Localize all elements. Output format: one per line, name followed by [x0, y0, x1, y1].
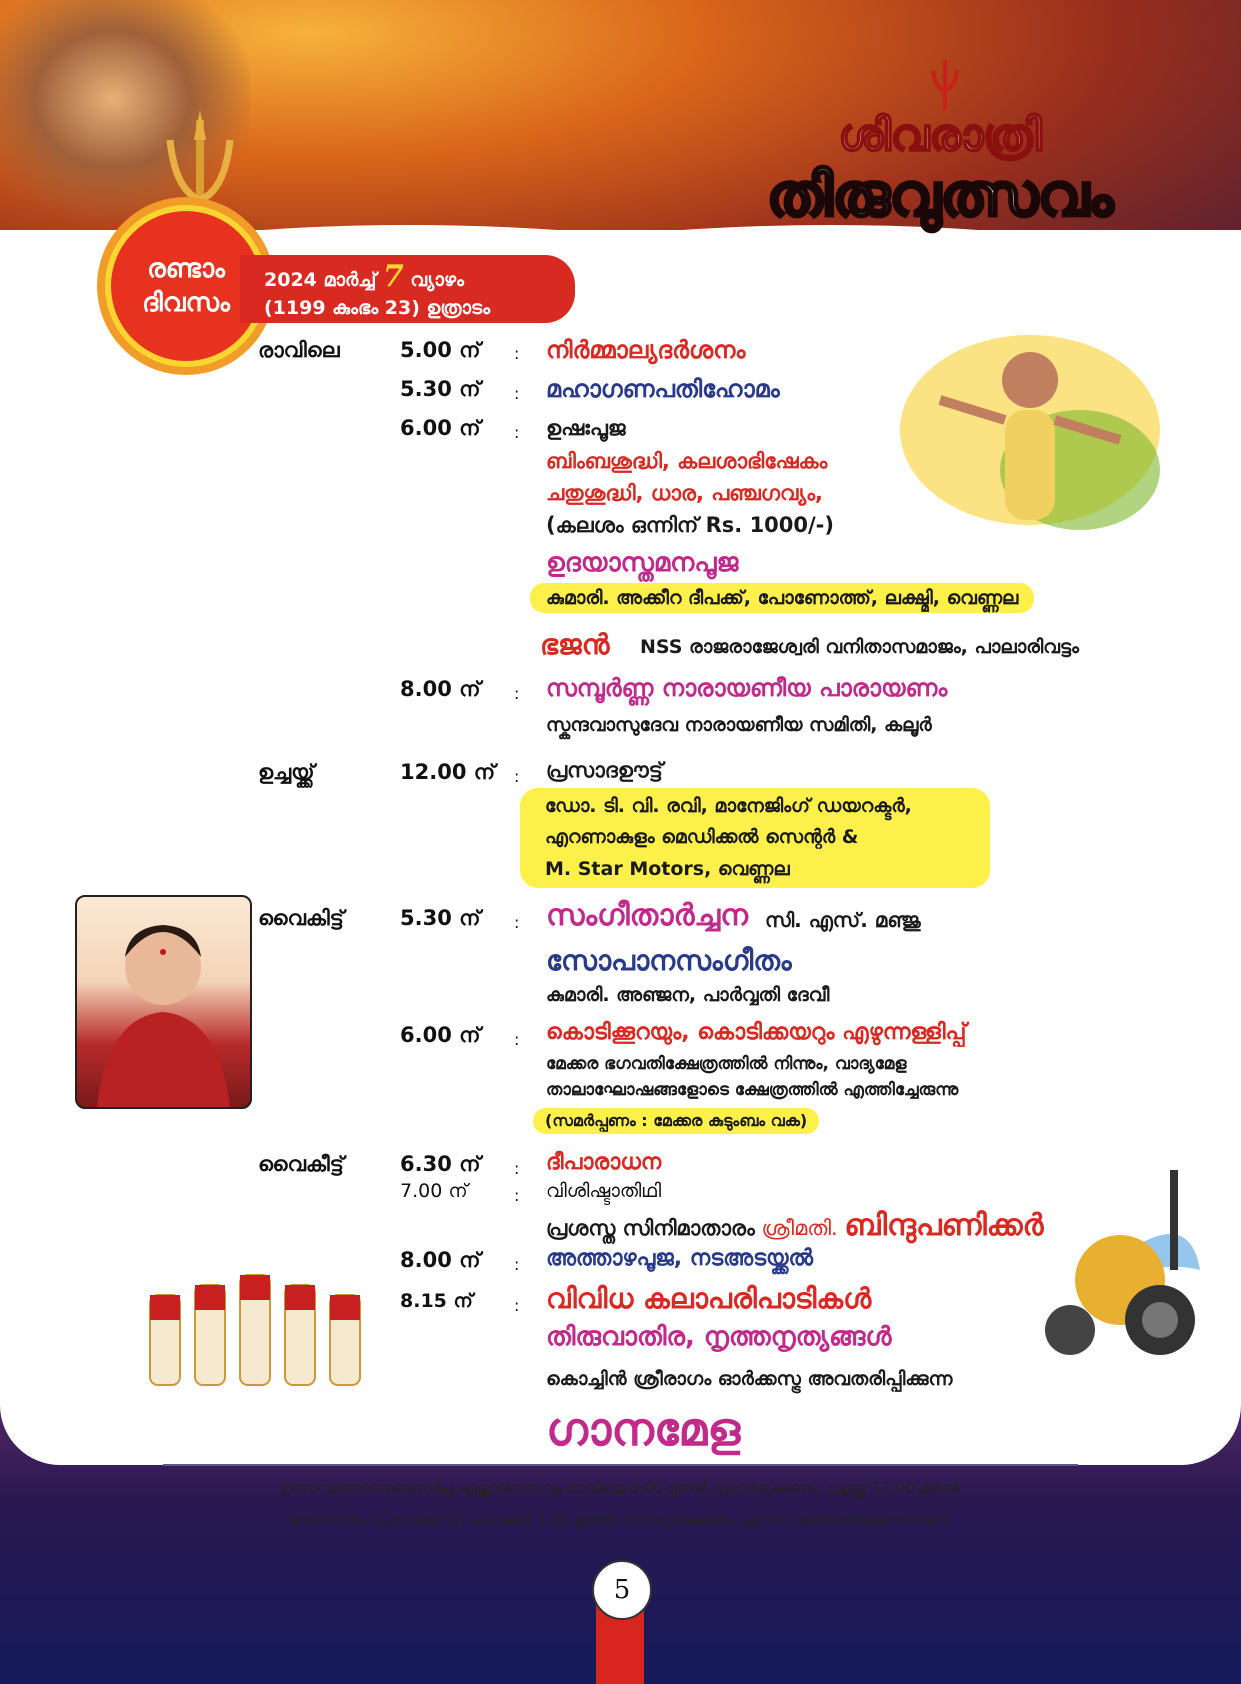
event-e2-sub — [546, 1208, 1044, 1243]
footer-line2: അന്നദാനം (പ്രസാദഊട്ട്) വൈകീട്ട് 7.00 മുതൽ സന്ധ്യാഭക്ഷണം എന്നിവ ഉണ്ടായിരിക്കുന്നതാണ്. — [288, 1511, 953, 1529]
event-udayasthamana: ഉദയാസ്തമനപൂജ — [546, 548, 739, 578]
event-bhajan: ഭജൻ — [540, 628, 610, 661]
date-day: 7 — [382, 259, 404, 294]
event-r1: നിർമ്മാല്യദർശനം — [546, 336, 746, 364]
event-r3-sub2: ചതുശുദ്ധി, ധാര, പഞ്ചഗവ്യം, — [546, 481, 823, 505]
event-r4-by: സ്കന്ദവാസുദേവ നാരായണീയ സമിതി, കലൂർ — [546, 714, 932, 736]
colon: : — [514, 1186, 520, 1205]
date-bar — [240, 255, 575, 323]
event-e3: അത്താഴപൂജ, നടഅടയ്ക്കൽ — [546, 1246, 814, 1271]
event-v2-sub1: മേക്കര ഭഗവതിക്ഷേത്രത്തിൽ നിന്നും, വാദ്യമേള — [546, 1054, 907, 1074]
event-v1-by: സി. എസ്. മഞ്ജു — [765, 908, 921, 932]
trishul-icon — [925, 60, 965, 110]
day-badge-line2: ദിവസം — [142, 288, 230, 318]
event-v1: സംഗീതാർച്ചന — [546, 898, 748, 933]
e2-sub-name: ബിന്ദുപണിക്കർ — [844, 1208, 1044, 1243]
date-prefix: 2024 മാർച്ച് — [264, 269, 377, 291]
udayasthamana-sponsor: കുമാരി. അക്കീറ ദീപക്ക്, പോണോത്ത്, ലക്ഷ്മി, വെണ്ണല — [530, 583, 1034, 613]
festival-title — [730, 60, 1150, 250]
time-v1: 5.30 ന് — [400, 906, 481, 930]
footer-note — [163, 1472, 1078, 1536]
title-main: തിരുവുത്സവം — [766, 161, 1114, 229]
event-e2: വിശിഷ്ടാതിഥി — [546, 1180, 662, 1202]
time-e4: 8.15 ന് — [400, 1290, 473, 1312]
label-raavile: രാവിലെ — [258, 338, 340, 362]
colon: : — [514, 1255, 520, 1274]
event-r4: സമ്പൂർണ്ണ നാരായണീയ പാരായണം — [546, 674, 948, 702]
time-e3: 8.00 ന് — [400, 1248, 481, 1272]
colon: : — [514, 1030, 520, 1049]
event-v2: കൊടിക്കൂറയും, കൊടിക്കയറും എഴുന്നള്ളിപ്പ് — [546, 1020, 967, 1045]
colon: : — [514, 1296, 520, 1315]
date-weekday: വ്യാഴം — [410, 269, 465, 291]
colon: : — [514, 384, 520, 403]
event-e4-sub: തിരുവാതിര, നൃത്തനൃത്യങ്ങൾ — [546, 1322, 892, 1352]
label-uchaykk: ഉച്ചയ്ക്ക് — [258, 760, 315, 784]
event-r3: ഉഷഃപൂജ — [546, 416, 626, 440]
footer-line1: ഉത്സവത്തോടനുബന്ധിച്ച് എല്ലാദിവസവും രാവിലെ 8.00 മുതൽ പ്രഭാതഭക്ഷണം, ഉച്ചയ്ക്ക് 12.00 മുതൽ — [281, 1479, 960, 1497]
dancer-illustration — [880, 320, 1170, 540]
u1-sponsor3: M. Star Motors, വെണ്ണല — [545, 858, 790, 880]
sopana-by: കുമാരി. അഞ്ജന, പാർവ്വതി ദേവീ — [546, 984, 830, 1006]
u1-sponsor1: ഡോ. ടി. വി. രവി, മാനേജിംഗ് ഡയറക്ടർ, — [545, 795, 912, 817]
time-u1: 12.00 ന് — [400, 760, 496, 784]
artist-portrait — [75, 895, 252, 1109]
title-top: ശിവരാത്രി — [838, 110, 1042, 161]
colon: : — [514, 1159, 520, 1178]
event-e4: വിവിധ കലാപരിപാടികൾ — [546, 1282, 872, 1315]
event-r2: മഹാഗണപതിഹോമം — [546, 375, 780, 403]
event-r3-sub1: ബിംബശുദ്ധി, കലശാഭിഷേകം — [546, 449, 828, 473]
date-line2: (1199 കുംഭം 23) ഉത്രാടം — [264, 297, 491, 319]
time-r3: 6.00 ന് — [400, 416, 481, 440]
colon: : — [514, 423, 520, 442]
event-v2-sub2: താലാഘോഷങ്ങളോടെ ക്ഷേത്രത്തിൽ എത്തിച്ചേരുന്നു — [546, 1080, 959, 1100]
day-badge-line1: രണ്ടാം — [147, 254, 225, 284]
time-v2: 6.00 ന് — [400, 1023, 481, 1047]
page-number: 5 — [592, 1560, 652, 1620]
label-vaikeett: വൈകീട്ട് — [258, 1152, 344, 1176]
music-illustration — [1030, 1170, 1210, 1370]
footer-divider — [163, 1464, 1078, 1466]
u1-sponsor2: എറണാകുളം മെഡിക്കൽ സെന്റർ & — [545, 826, 859, 848]
thiruvathira-dancers-illustration — [140, 1235, 390, 1395]
e2-sub-pre: പ്രശസ്ത സിനിമാതാരം — [546, 1216, 755, 1240]
event-e1: ദീപാരാധന — [546, 1150, 662, 1175]
event-u1: പ്രസാദഊട്ട് — [546, 758, 663, 782]
portrait-figure — [77, 897, 250, 1107]
colon: : — [514, 344, 520, 363]
colon: : — [514, 767, 520, 786]
time-e2: 7.00 ന് — [400, 1180, 468, 1202]
bhajan-by: NSS രാജരാജേശ്വരി വനിതാസമാജം, പാലാരിവട്ടം — [640, 636, 1079, 658]
event-r3-sub3: (കലശം ഒന്നിന് Rs. 1000/-) — [546, 513, 834, 537]
time-e1: 6.30 ന് — [400, 1152, 481, 1176]
colon: : — [514, 913, 520, 932]
event-e4-by: കൊച്ചിൻ ശ്രീരാഗം ഓർക്കസ്ട്ര അവതരിപ്പിക്കുന്ന — [546, 1368, 953, 1390]
label-vaikitt: വൈകിട്ട് — [258, 906, 344, 930]
colon: : — [514, 684, 520, 703]
event-ganamela: ഗാനമേള — [546, 1402, 741, 1456]
time-r2: 5.30 ന് — [400, 377, 481, 401]
time-r4: 8.00 ന് — [400, 677, 481, 701]
event-sopana: സോപാനസംഗീതം — [546, 944, 792, 977]
time-r1: 5.00 ന് — [400, 338, 481, 362]
event-v2-note: (സമർപ്പണം : മേക്കര കുടുംബം വക) — [533, 1108, 819, 1134]
e2-sub-title: ശ്രീമതി. — [761, 1216, 838, 1240]
